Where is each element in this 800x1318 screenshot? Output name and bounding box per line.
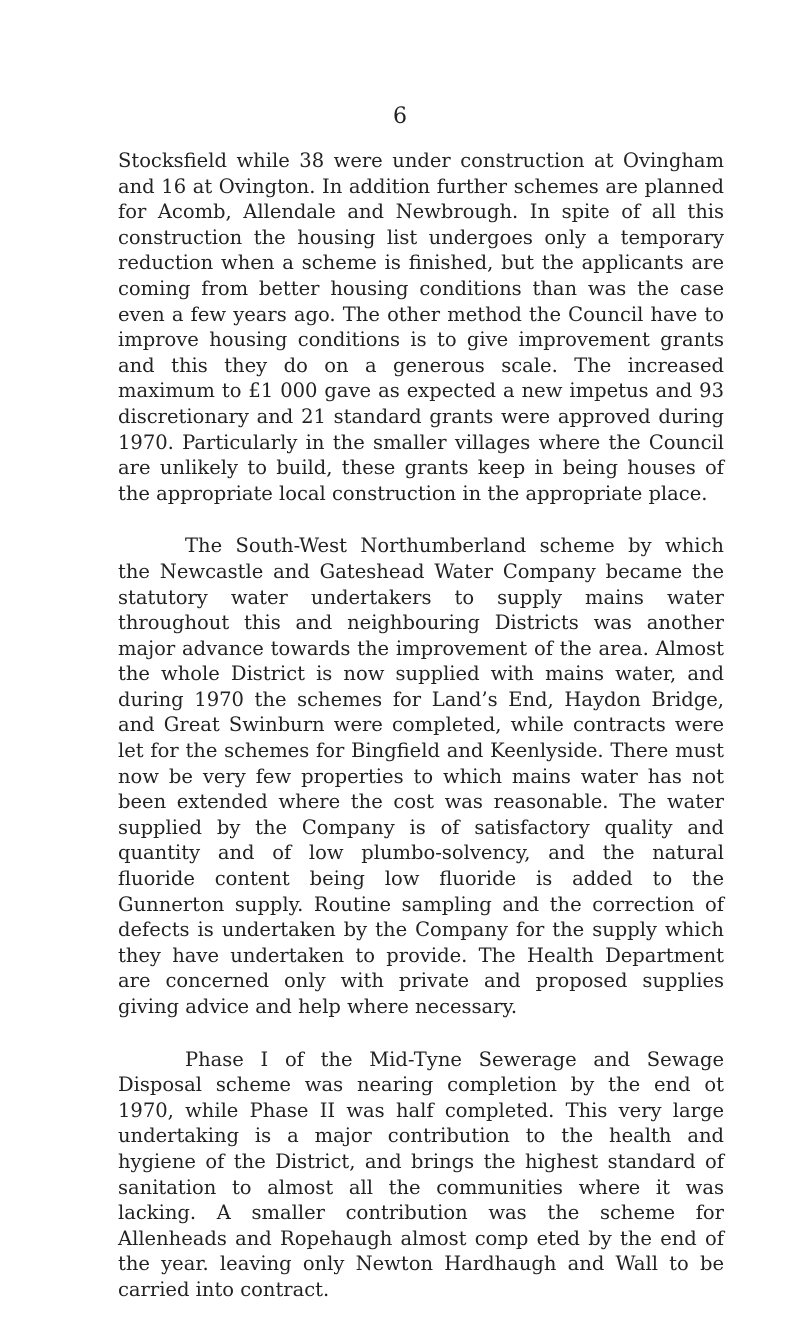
page-number: 6 [393,104,407,129]
paragraph-water-supply: The South-West Northumberland scheme by which the Newcastle and Gateshead Water Company became the statutory water undertakers to supply mains water throughout this and neighbouring Districts was another major advance towards the improvement of the area. Almost the whole District is now supplied with mains water, and during 1970 the schemes for Land’s End, Haydon Bridge, and Great Swinburn were completed, while contracts were let for the schemes for Bingfield and Keenlyside. There must now be very few properties to which mains water has not been extended where the cost was reasonable. The water supplied by the Company is of satisfactory quality and quantity and of low plumbo-solvency, and the natural fluoride content being low fluoride is added to the Gunnerton supply. Routine sampling and the correction of defects is undertaken by the Company for the supply which they have undertaken to provide. The Health Department are concerned only with private and proposed supplies giving advice and help where necessary. [118,534,724,1018]
paragraph-sewerage: Phase I of the Mid-Tyne Sewerage and Sewage Disposal scheme was nearing completion by the end ot 1970, while Phase II was half completed. This very large undertaking is a major contribution to the health and hygiene of the District, and brings the highest standard of sanitation to almost all the communities where it was lacking. A smaller contribution was the scheme for Allenheads and Ropehaugh almost comp eted by the end of the year. leaving only Newton Hardhaugh and Wall to be carried into contract. [118,1047,724,1301]
body-text [118,148,724,1303]
paragraph-housing: Stocksfield while 38 were under construction at Ovingham and 16 at Ovington. In addition further schemes are planned for Acomb, Allendale and Newbrough. In spite of all this construction the housing list undergoes only a temporary reduction when a scheme is finished, but the applicants are coming from better housing conditions than was the case even a few years ago. The other method the Council have to improve housing conditions is to give improvement grants and this they do on a generous scale. The increased maximum to £1 000 gave as expected a new impetus and 93 discretionary and 21 standard grants were approved during 1970. Particularly in the smaller villages where the Council are unlikely to build, these grants keep in being houses of the appropriate local construction in the appropriate place. [118,149,724,505]
